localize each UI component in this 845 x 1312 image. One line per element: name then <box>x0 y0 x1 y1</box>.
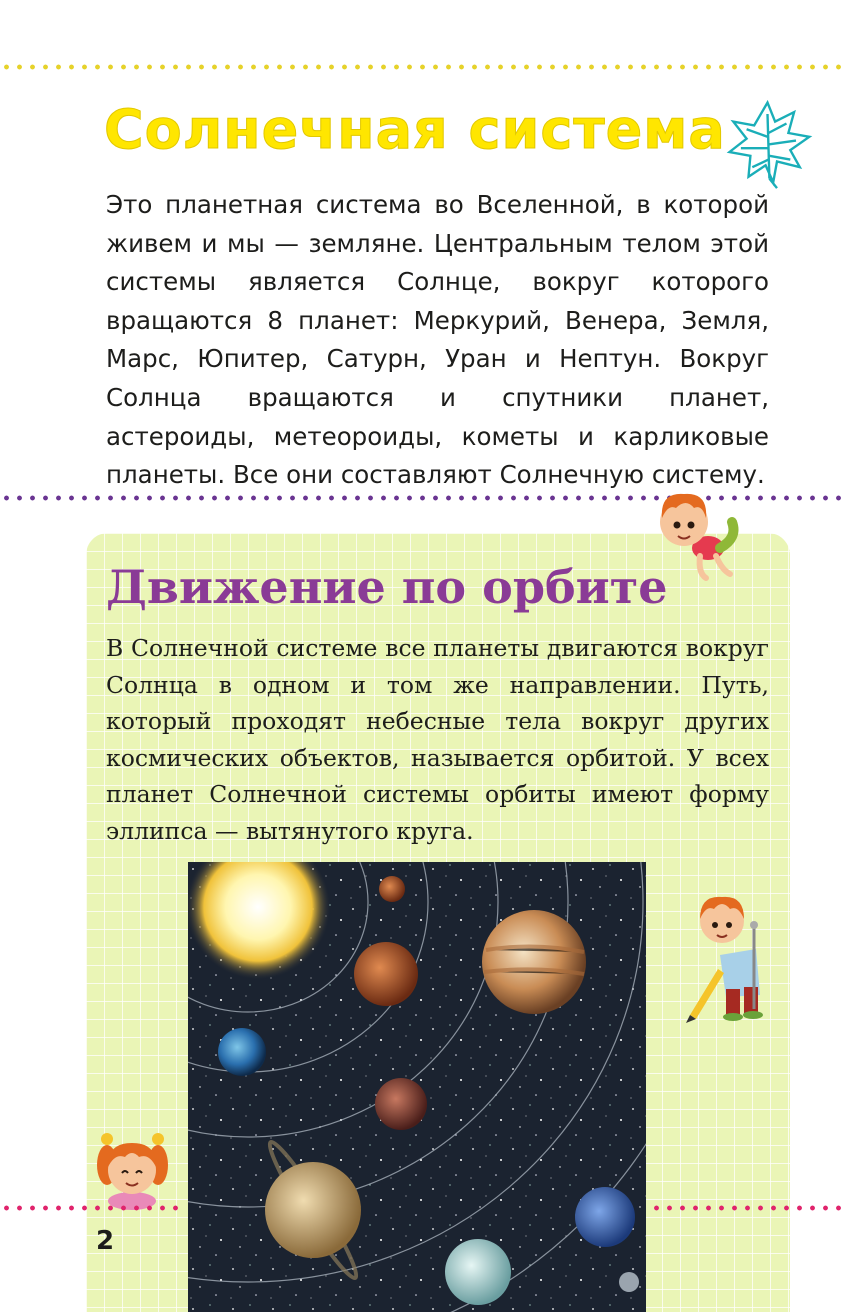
section-title: Движение по орбите <box>106 560 668 614</box>
girl-icon <box>95 1115 170 1210</box>
boy-with-pencil-icon <box>678 885 778 1025</box>
dotted-divider-top <box>0 64 845 70</box>
page-number: 2 <box>96 1226 115 1256</box>
solar-system-image <box>188 862 646 1312</box>
section-paragraph: В Солнечной системе все планеты двигаются вокруг Солнца в одном и том же направлении. Путь, который проходят небесные тела вокруг других космических объектов, называется орбитой. У всех планет Солнечной системы орбиты имеют форму эллипса — вытянутого круга. <box>106 634 769 845</box>
dotted-divider-bottom-right <box>650 1205 845 1211</box>
page-title: Солнечная система <box>104 98 726 161</box>
dotted-divider-bottom-left <box>0 1205 180 1211</box>
leaf-icon <box>720 95 815 190</box>
intro-paragraph: Это планетная система во Вселенной, в которой живем и мы — земляне. Центральным телом этой системы является Солнце, вокруг которого вращаются 8 планет: Меркурий, Венера, Земля, Марс, Юпитер, Сатурн, Уран и Нептун. Вокруг Солнца вращаются и спутники планет, астероиды, метеороиды, кометы и карликовые планеты. Все они составляют Солнечную систему. <box>106 190 769 490</box>
